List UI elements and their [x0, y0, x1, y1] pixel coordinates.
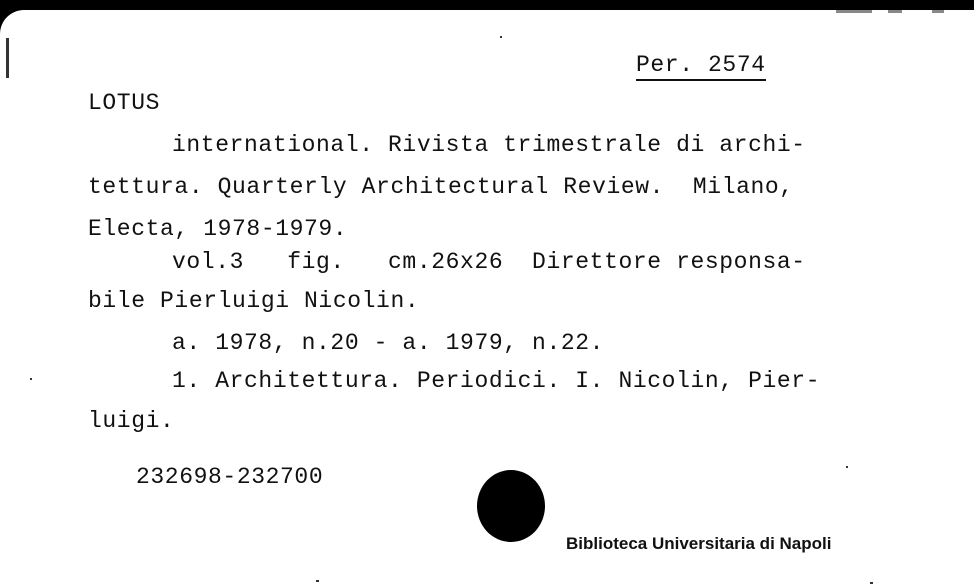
- edge-mark: [932, 10, 944, 13]
- speck: [870, 582, 873, 584]
- title-heading: LOTUS: [88, 90, 161, 116]
- speck: [500, 36, 502, 38]
- catalog-card: [0, 10, 974, 586]
- description-line: tettura. Quarterly Architectural Review. Milano,: [88, 174, 794, 200]
- library-stamp-text: Biblioteca Universitaria di Napoli: [566, 534, 832, 553]
- subject-line: luigi.: [88, 408, 175, 434]
- shelfmark: Per. 2574: [636, 54, 766, 81]
- edge-mark: [836, 10, 872, 13]
- description-line: international. Rivista trimestrale di archi-: [172, 132, 806, 158]
- inventory-numbers: 232698-232700: [136, 464, 324, 490]
- edge-mark: [888, 10, 902, 13]
- card-edge-speck: [6, 38, 9, 78]
- issues-line: a. 1978, n.20 - a. 1979, n.22.: [172, 330, 605, 356]
- speck: [30, 378, 32, 380]
- description-line: Electa, 1978-1979.: [88, 216, 348, 242]
- subject-line: 1. Architettura. Periodici. I. Nicolin, Pier-: [172, 368, 821, 394]
- speck: [846, 466, 848, 468]
- description-line: vol.3 fig. cm.26x26 Direttore responsa-: [172, 249, 806, 275]
- description-line: bile Pierluigi Nicolin.: [88, 288, 420, 314]
- speck: [316, 580, 319, 582]
- library-stamp-dot: [477, 470, 545, 542]
